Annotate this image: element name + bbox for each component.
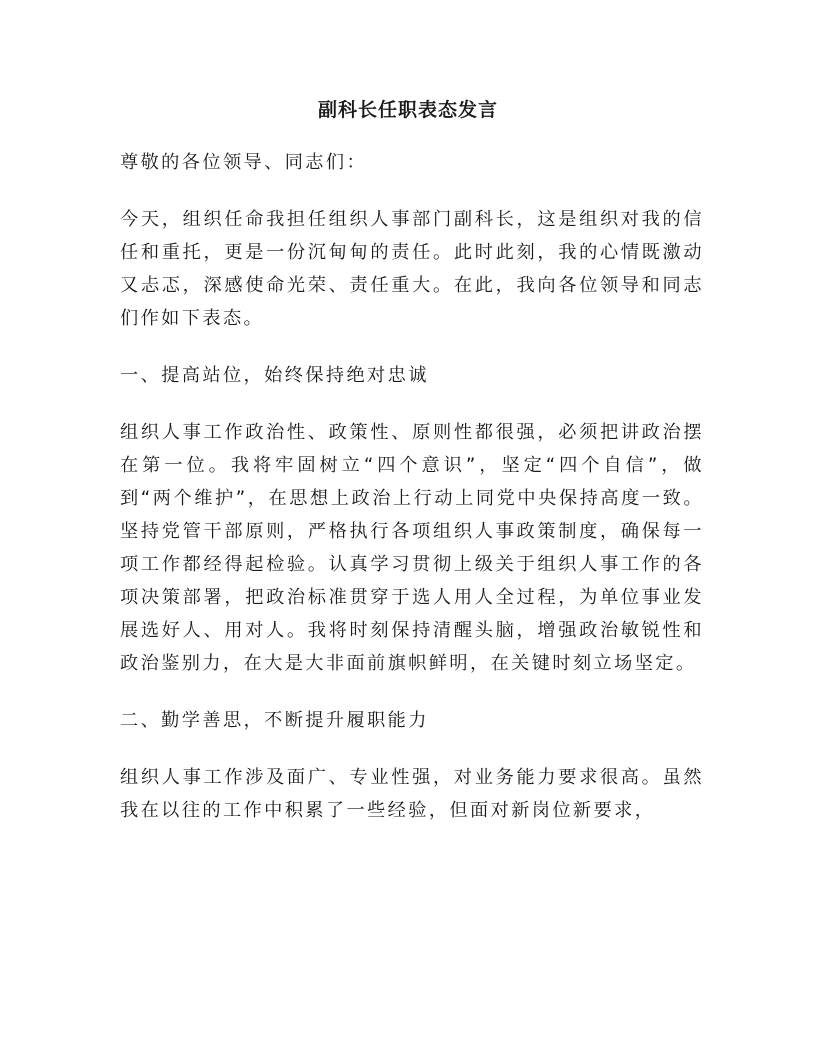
section-1-heading: 一、提高站位，始终保持绝对忠诚 [120, 365, 429, 386]
salutation: 尊敬的各位领导、同志们： [120, 152, 368, 173]
document-title: 副科长任职表态发言 [317, 99, 498, 121]
section-2-heading: 二、勤学善思，不断提升履职能力 [120, 710, 429, 731]
section-2-paragraph: 组织人事工作涉及面广、专业性强，对业务能力要求很高。虽然我在以往的工作中积累了一些经验，但面对新岗位新要求， [120, 767, 704, 821]
section-1-paragraph: 组织人事工作政治性、政策性、原则性都很强，必须把讲政治摆在第一位。我将牢固树立“四个意识”，坚定“四个自信”，做到“两个维护”，在思想上政治上行动上同党中央保持高度一致。坚持党管干部原则，严格执行各项组织人事政策制度，确保每一项工作都经得起检验。认真学习贯彻上级关于组织人事工作的各项决策部署，把政治标准贯穿于选人用人全过程，为单位事业发展选好人、用对人。我将时刻保持清醒头脑，增强政治敏锐性和政治鉴别力，在大是大非面前旗帜鲜明，在关键时刻立场坚定。 [120, 422, 704, 674]
document-body [120, 146, 704, 851]
intro-paragraph: 今天，组织任命我担任组织人事部门副科长，这是组织对我的信任和重托，更是一份沉甸甸的责任。此时此刻，我的心情既激动又忐忑，深感使命光荣、责任重大。在此，我向各位领导和同志们作如下表态。 [120, 209, 704, 329]
